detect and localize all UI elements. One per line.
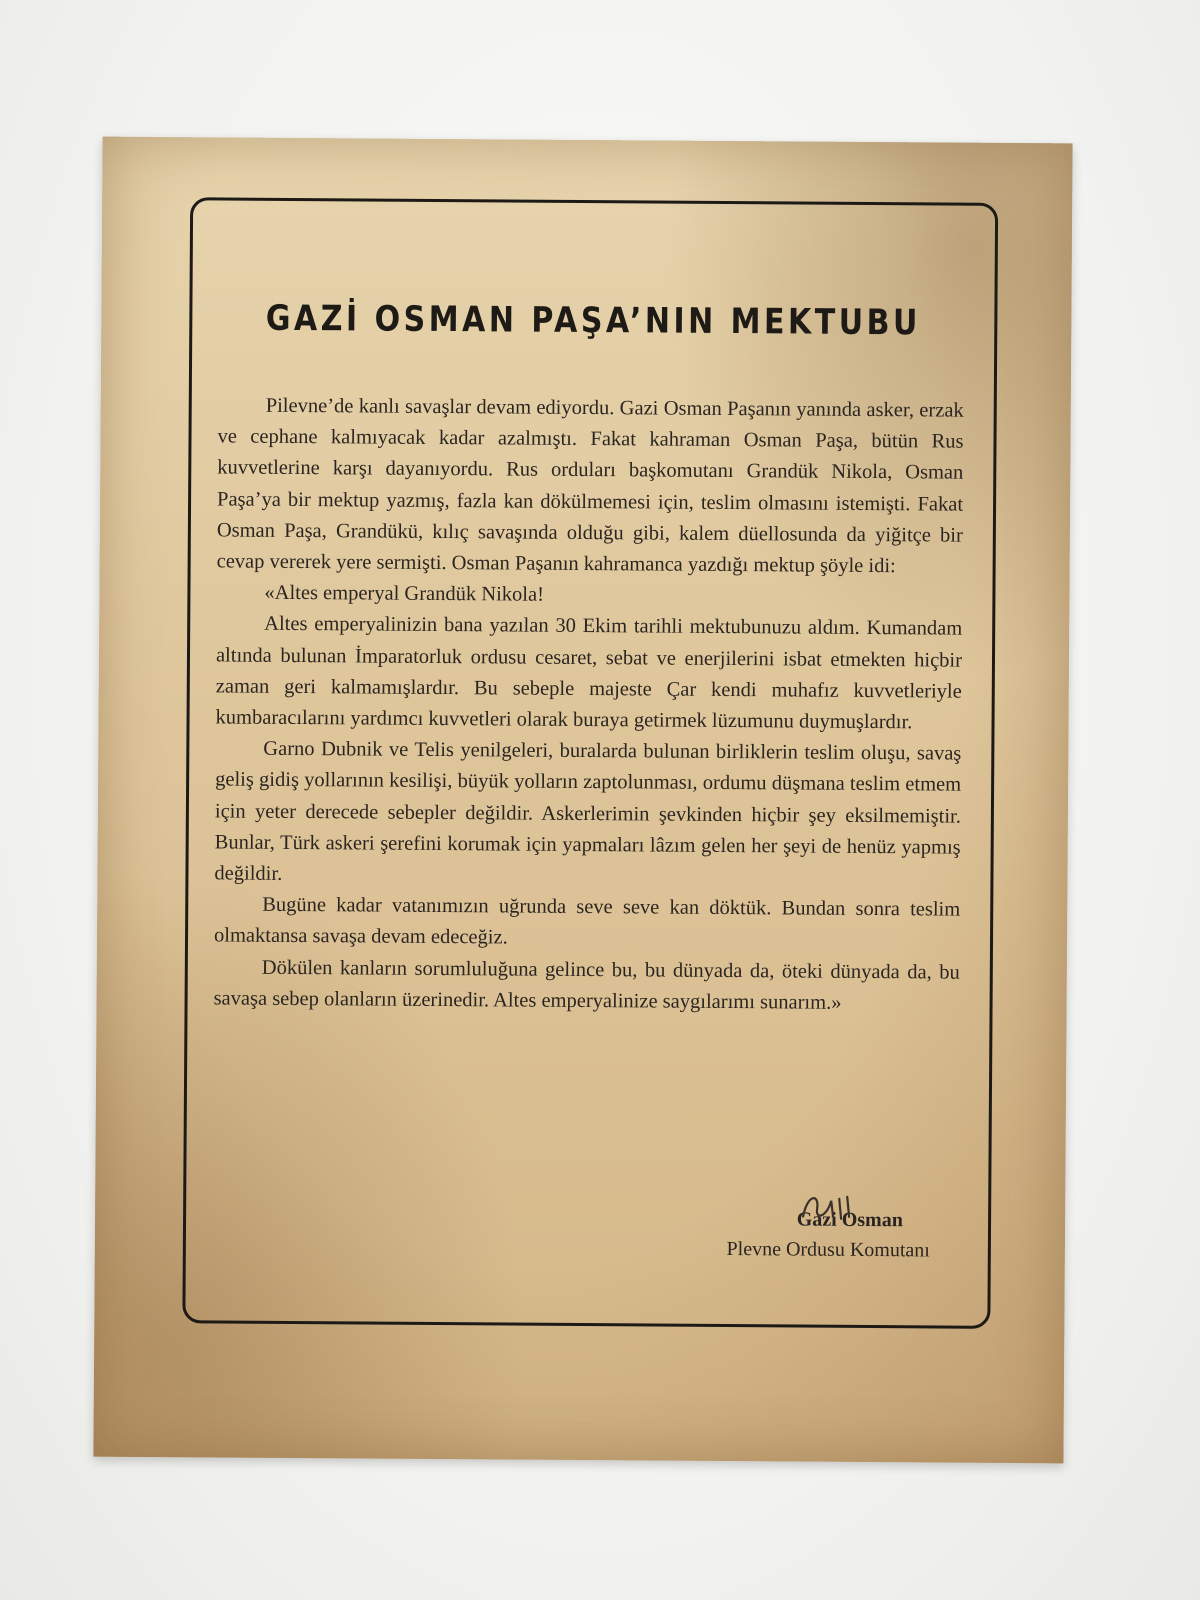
letter-body xyxy=(213,390,963,1019)
document-title: GAZİ OSMAN PAŞA’NIN MEKTUBU xyxy=(265,298,922,344)
letter-salutation: «Altes emperyal Grandük Nikola! xyxy=(264,581,545,606)
document-border-frame xyxy=(182,197,998,1329)
intro-paragraph: Pilevne’de kanlı savaşlar devam ediyordu. Gazi Osman Paşanın yanında asker, erzak ve cephane kalmıyacak kadar azalmıştı. Fakat kahraman Osman Paşa, bütün Rus kuvvetlerine karşı dayanıyordu. Rus orduları başkomutanı Grandük Nikola, Osman Paşa’ya bir mektup yazmış, fazla kan dökülmemesi için, teslim olmasını istemişti. Fakat Osman Paşa, Grandükü, kılıç savaşında olduğu gibi, kalem düellosunda da yiğitçe bir cevap vererek yere sermişti. Osman Paşanın kahramanca yazdığı mektup şöyle idi: xyxy=(216,394,964,578)
aged-paper-sheet xyxy=(93,137,1072,1464)
signature-name: Gazi Osman xyxy=(796,1208,903,1232)
handwritten-signature-mark xyxy=(797,1187,867,1227)
letter-paragraph: Altes emperyalinizin bana yazılan 30 Ekim tarihli mektubunuzu aldım. Kumandam altında bulunan İmparatorluk ordusu cesaret, sebat ve enerjilerini isbat etmekten hiçbir zaman geri kalmamışlardır. Bu sebeple majeste Çar kendi muhafız kuvvetleriyle kumbaracılarını yardımcı kuvvetleri olarak buraya getirmek lüzumunu duymuşlardır. xyxy=(215,613,963,734)
letter-paragraph: Bugüne kadar vatanımızın uğrunda seve seve kan döktük. Bundan sonra teslim olmaktansa savaşa devam edeceğiz. xyxy=(213,894,961,949)
signature-block xyxy=(726,1204,930,1265)
letter-closing-paragraph: Dökülen kanların sorumluluğuna gelince bu, bu dünyada da, öteki dünyada da, bu savaşa sebep olanların üzerinedir. Altes emperyalinize saygılarımı sunarım.» xyxy=(213,956,960,1014)
signature-title: Plevne Ordusu Komutanı xyxy=(726,1238,930,1262)
letter-paragraph: Garno Dubnik ve Telis yenilgeleri, buralarda bulunan birliklerin teslim oluşu, savaş geliş gidiş yollarının kesilişi, büyük yolların zaptolunması, ordumu düşmana teslim etmem için yeter derecede sebepler değildir. Askerlerimin şevkinden hiçbir şey eksilmemiştir. Bunlar, Türk askeri şerefini korumak için yapmaları lâzım gelen her şeyi de henüz yapmış değildir. xyxy=(214,738,962,885)
